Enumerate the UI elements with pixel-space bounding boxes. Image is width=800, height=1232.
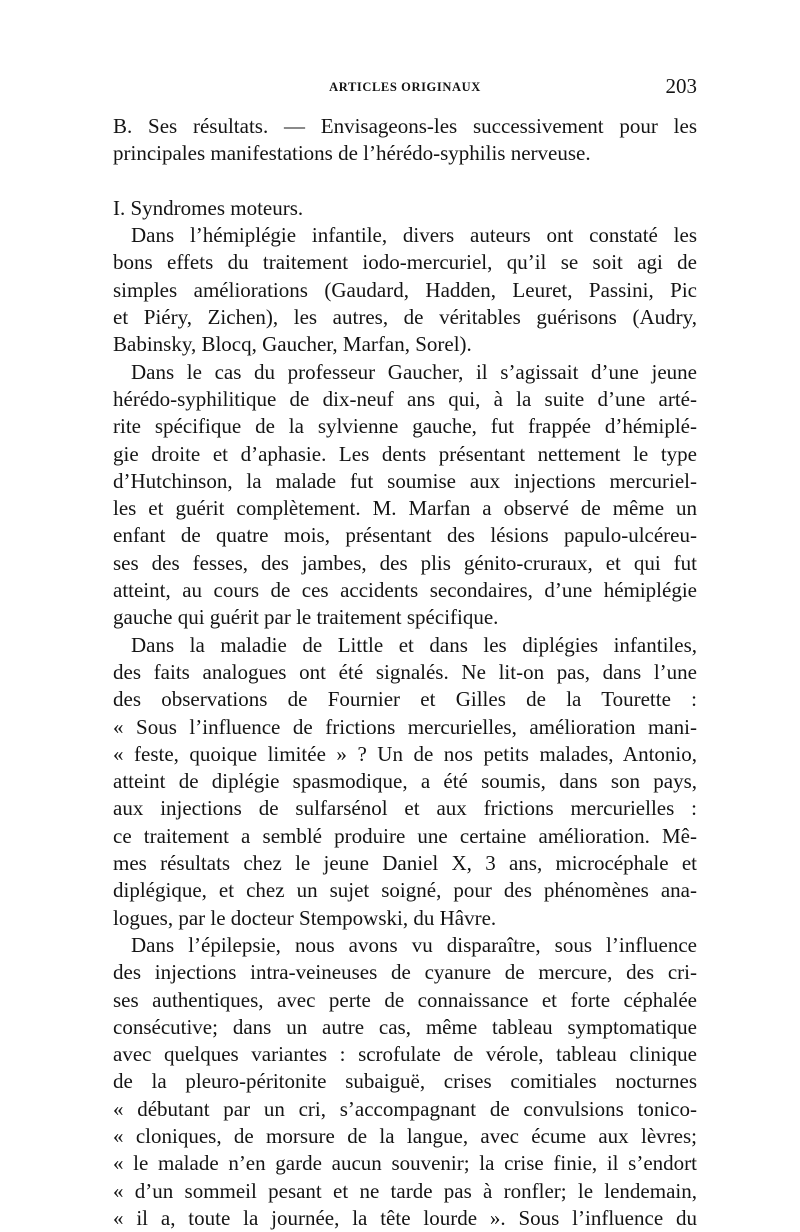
text-line: les et guérit complètement. M. Marfan a observé de même un bbox=[113, 496, 697, 521]
text-line: ce traitement a semblé produire une certaine amélioration. Mê- bbox=[113, 823, 697, 848]
text-line: « feste, quoique limitée » ? Un de nos petits malades, Antonio, bbox=[113, 741, 697, 766]
running-head bbox=[113, 74, 697, 102]
text-line: consécutive; dans un autre cas, même tableau symptomatique bbox=[113, 1014, 697, 1039]
text-line: gauche qui guérit par le traitement spécifique. bbox=[113, 605, 499, 630]
running-title: ARTICLES ORIGINAUX bbox=[329, 80, 481, 94]
text-line: rite spécifique de la sylvienne gauche, fut frappée d’hémiplé- bbox=[113, 414, 697, 439]
text-line: et Piéry, Zichen), les autres, de véritables guérisons (Audry, bbox=[113, 305, 697, 330]
text-line: « il a, toute la journée, la tête lourde ». Sous l’influence du bbox=[113, 1205, 697, 1230]
text-line: Dans l’hémiplégie infantile, divers auteurs ont constaté les bbox=[131, 223, 697, 248]
text-line: Dans l’épilepsie, nous avons vu disparaître, sous l’influence bbox=[131, 932, 697, 957]
text-line: ses authentiques, avec perte de connaissance et forte céphalée bbox=[113, 987, 697, 1012]
text-line: mes résultats chez le jeune Daniel X, 3 ans, microcéphale et bbox=[113, 851, 697, 876]
text-line: des faits analogues ont été signalés. Ne lit-on pas, dans l’une bbox=[113, 659, 697, 684]
text-line: ses des fesses, des jambes, des plis génito-cruraux, et qui fut bbox=[113, 550, 697, 575]
text-line: bons effets du traitement iodo-mercuriel, qu’il se soit agi de bbox=[113, 250, 697, 275]
text-line: hérédo-syphilitique de dix-neuf ans qui, à la suite d’une arté- bbox=[113, 386, 697, 411]
text-line: logues, par le docteur Stempowski, du Hâvre. bbox=[113, 905, 497, 930]
text-line: Babinsky, Blocq, Gaucher, Marfan, Sorel). bbox=[113, 332, 472, 357]
text-line: des injections intra-veineuses de cyanure de mercure, des cri- bbox=[113, 960, 697, 985]
text-line: « d’un sommeil pesant et ne tarde pas à ronfler; le lendemain, bbox=[113, 1178, 697, 1203]
page-number: 203 bbox=[665, 74, 697, 98]
text-line: « cloniques, de morsure de la langue, avec écume aux lèvres; bbox=[113, 1123, 697, 1148]
text-line: atteint de diplégie spasmodique, a été soumis, dans son pays, bbox=[113, 769, 697, 794]
text-line: principales manifestations de l’hérédo-syphilis nerveuse. bbox=[113, 141, 591, 166]
text-line: atteint, au cours de ces accidents secondaires, d’une hémiplégie bbox=[113, 578, 697, 603]
text-line: d’Hutchinson, la malade fut soumise aux injections mercuriel- bbox=[113, 468, 697, 493]
text-line: « le malade n’en garde aucun souvenir; la crise finie, il s’endort bbox=[113, 1151, 697, 1176]
text-line: B. Ses résultats. — Envisageons-les successivement pour les bbox=[113, 114, 697, 138]
text-line: I. Syndromes moteurs. bbox=[113, 195, 304, 220]
text-line: aux injections de sulfarsénol et aux frictions mercurielles : bbox=[113, 796, 697, 821]
text-line: enfant de quatre mois, présentant des lésions papulo-ulcéreu- bbox=[113, 523, 697, 548]
text-line: « Sous l’influence de frictions mercurielles, amélioration mani- bbox=[113, 714, 697, 739]
text-line: de la pleuro-péritonite subaiguë, crises comitiales nocturnes bbox=[113, 1069, 697, 1094]
body-text bbox=[113, 113, 697, 1232]
text-line: « débutant par un cri, s’accompagnant de convulsions tonico- bbox=[113, 1096, 697, 1121]
blank-line bbox=[113, 168, 697, 195]
text-line: gie droite et d’aphasie. Les dents présentant nettement le type bbox=[113, 441, 697, 466]
text-line: Dans la maladie de Little et dans les diplégies infantiles, bbox=[131, 632, 697, 657]
text-line: des observations de Fournier et Gilles de la Tourette : bbox=[113, 687, 697, 712]
text-line: avec quelques variantes : scrofulate de vérole, tableau clinique bbox=[113, 1042, 697, 1067]
text-line: diplégique, et chez un sujet soigné, pour des phénomènes ana- bbox=[113, 878, 697, 903]
text-line: Dans le cas du professeur Gaucher, il s’agissait d’une jeune bbox=[131, 359, 697, 384]
text-line: simples améliorations (Gaudard, Hadden, Leuret, Passini, Pic bbox=[113, 277, 697, 302]
